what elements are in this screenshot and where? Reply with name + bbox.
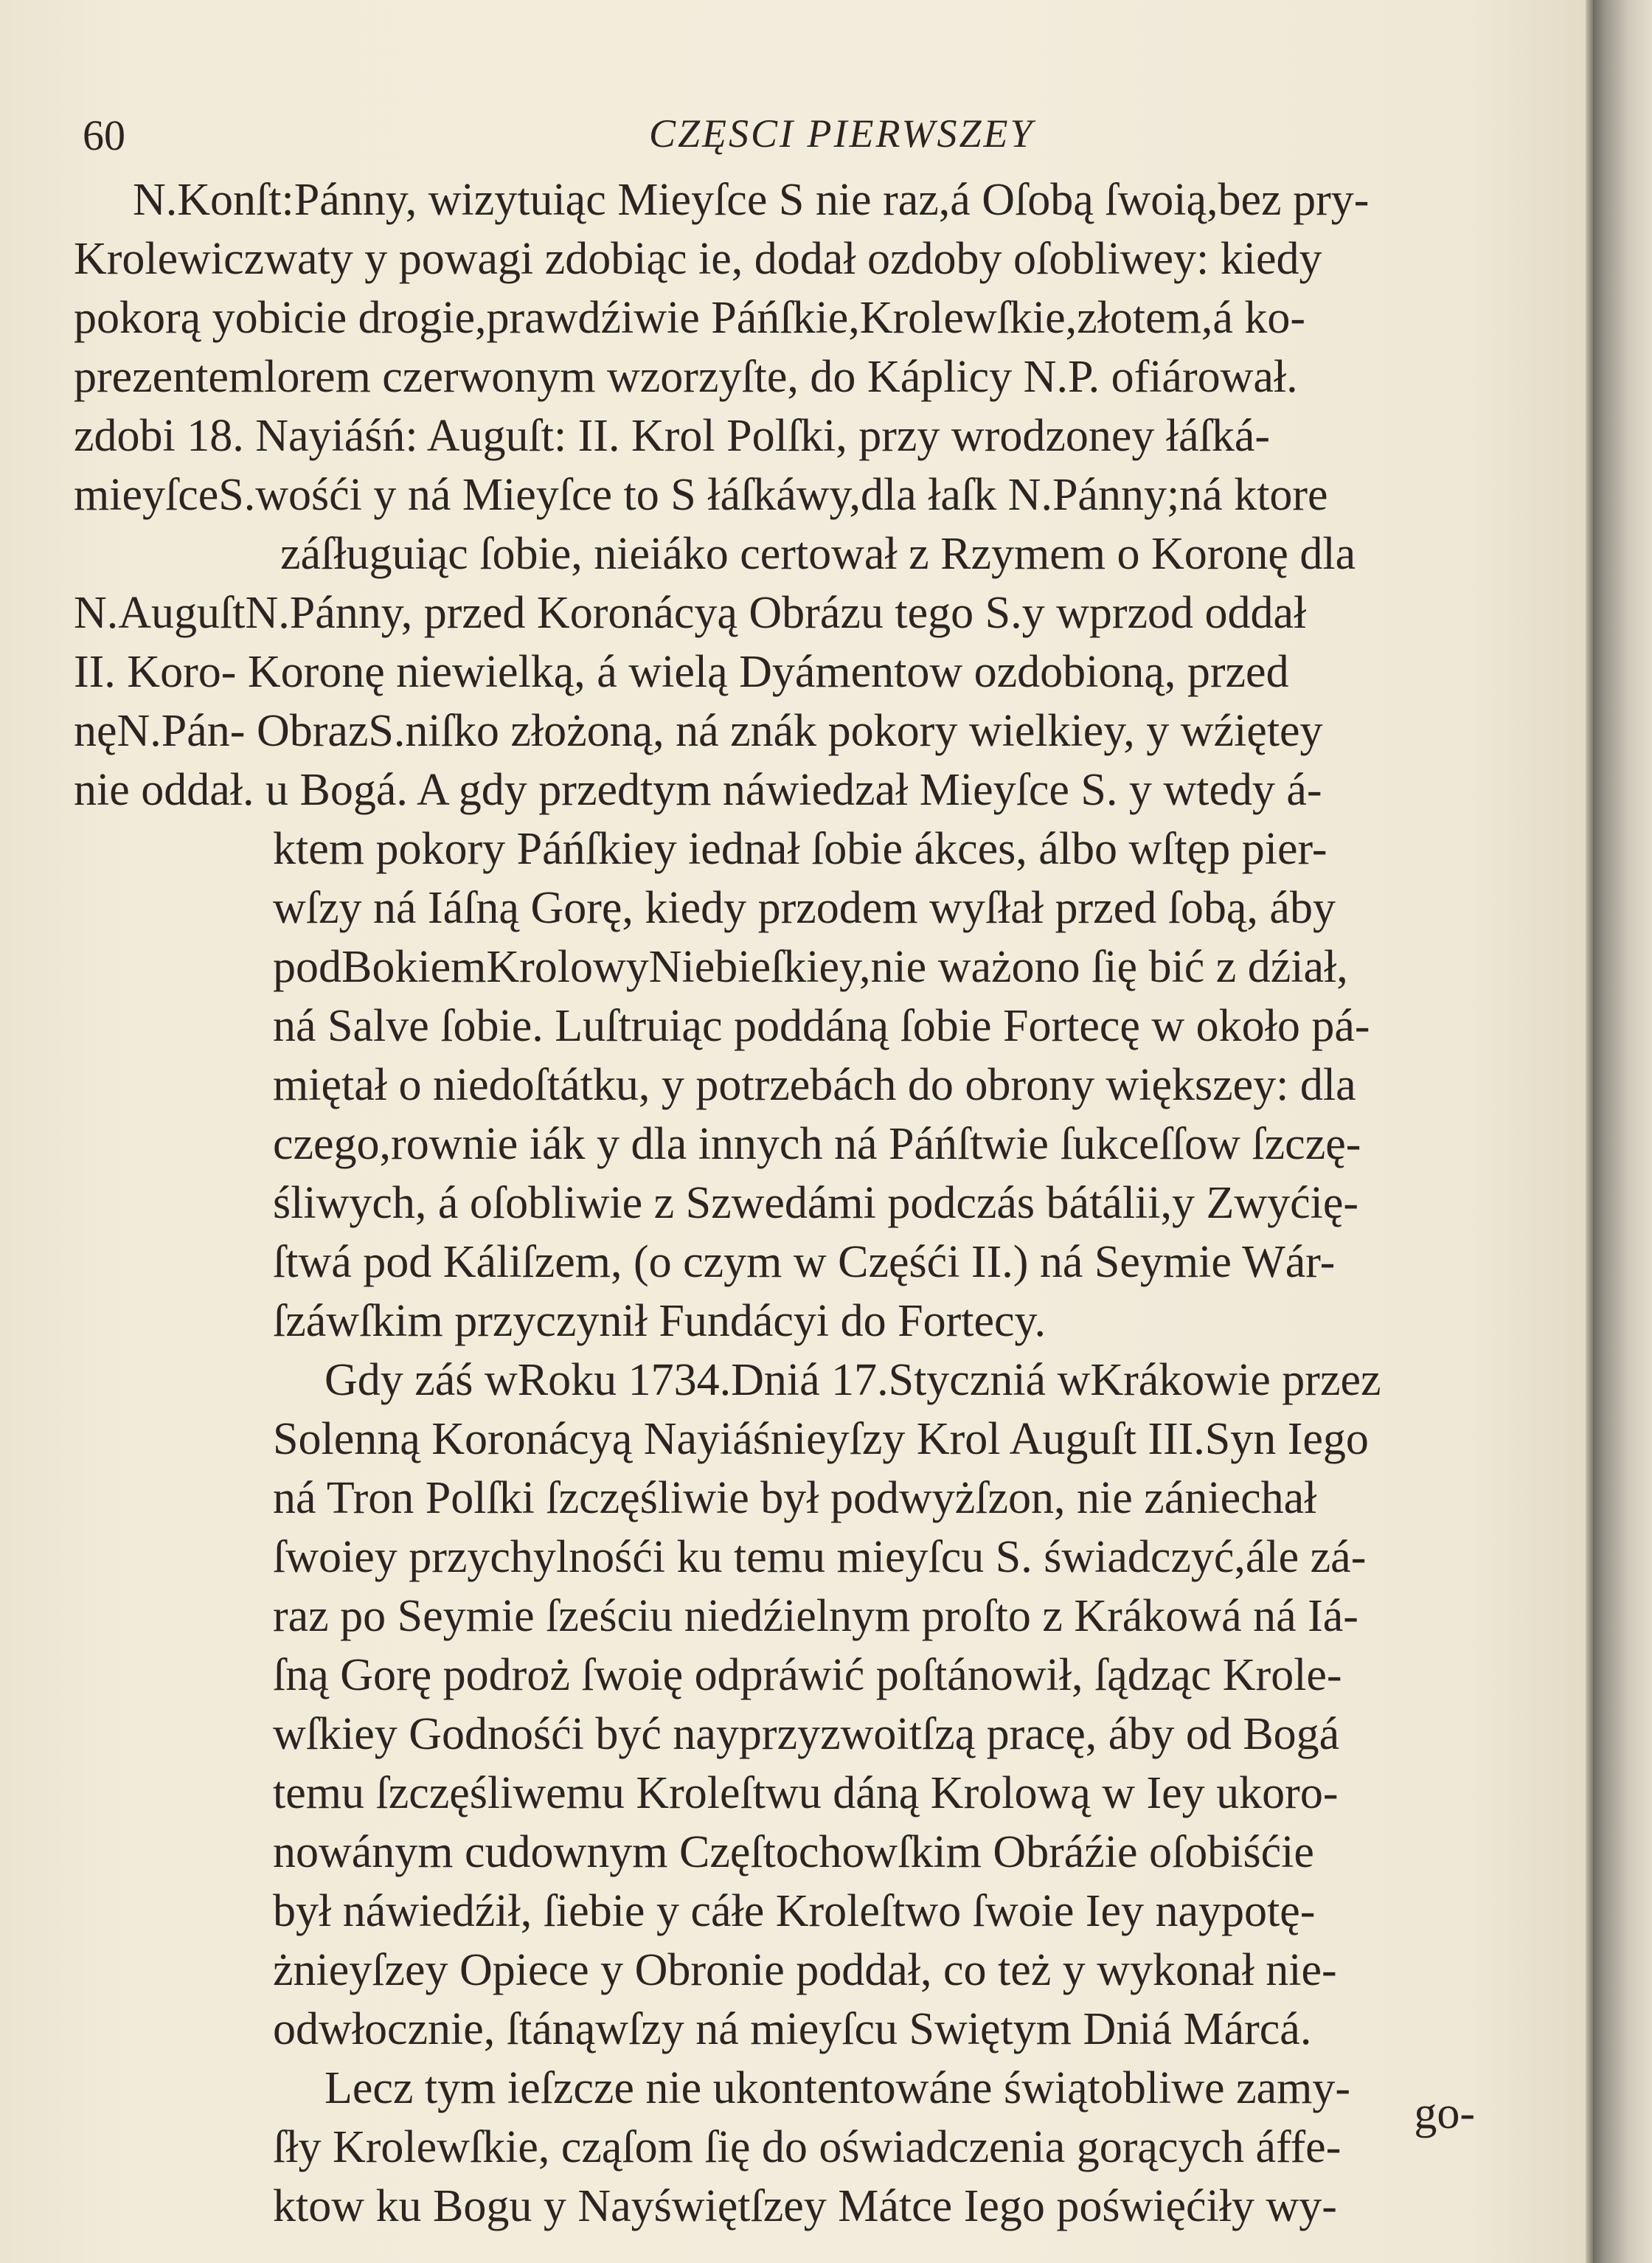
text-line: wſzy ná Iáſną Gorę, kiedy przodem wyſłał przed ſobą, áby [273, 883, 1336, 933]
text-line: nęN.Pán- ObrazS.niſko złożoną, ná znák pokory wielkiey, y wźiętey [74, 706, 1323, 756]
text-line: nie oddał. u Bogá. A gdy przedtym náwiedzał Mieyſce S. y wtedy á- [74, 765, 1322, 815]
text-line: odwłocznie, ſtánąwſzy ná mieyſcu Swiętym Dniá Márcá. [273, 2004, 1312, 2054]
text-line: ná Salve ſobie. Luſtruiąc poddáną ſobie Fortecę w około pá- [273, 1001, 1370, 1051]
text-line: ktow ku Bogu y Nayświętſzey Mátce Iego poświęćiły wy- [273, 2181, 1337, 2231]
text-line: zdobi 18. Nayiáśń: Auguſt: II. Krol Polſki, przy wrodzoney łáſká- [74, 411, 1271, 461]
text-line: pokorą yobicie drogie,prawdźiwie Páńſkie,Krolewſkie,złotem,á ko- [74, 293, 1306, 343]
gutter-shadow [1586, 0, 1593, 2263]
text-line: ſwoiey przychylnośći ku temu mieyſcu S. świadczyć,ále zá- [273, 1532, 1367, 1582]
running-head: CZĘSCI PIERWSZEY [649, 111, 1035, 156]
text-line: wſkiey Godnośći być nayprzyzwoitſzą pracę, áby od Bogá [273, 1709, 1340, 1759]
text-line: Lecz tym ieſzcze nie ukontentowáne świątobliwe zamy- [324, 2063, 1350, 2113]
text-line: żnieyſzey Opiece y Obronie poddał, co też y wykonał nie- [273, 1945, 1337, 1995]
text-line: ſzáwſkim przyczynił Fundácyi do Fortecy. [273, 1296, 1046, 1346]
text-line: ktem pokory Páńſkiey iednał ſobie ákces, álbo wſtęp pier- [273, 824, 1328, 874]
page-edge [1593, 0, 1652, 2263]
text-line: raz po Seymie ſześciu niedźielnym proſto z Krákowá ná Iá- [273, 1591, 1358, 1641]
text-line: podBokiemKrolowyNiebieſkiey,nie ważono ſię bić z dźiał, [273, 942, 1348, 992]
text-line: záſługuiąc ſobie, nieiáko certował z Rzymem o Koronę dla [280, 529, 1356, 579]
text-line: mieyſceS.wośći y ná Mieyſce to S łáſkáwy,dla łaſk N.Pánny;ná ktore [74, 470, 1328, 520]
text-line: prezentemlorem czerwonym wzorzyſte, do Káplicy N.P. ofiárował. [74, 352, 1298, 402]
text-line: był náwiedźił, ſiebie y cáłe Kroleſtwo ſwoie Iey naypotę- [273, 1886, 1316, 1936]
text-line: II. Koro- Koronę niewielką, á wielą Dyámentow ozdobioną, przed [74, 647, 1289, 697]
text-line: N.Konſt:Pánny, wizytuiąc Mieyſce S nie raz,á Oſobą ſwoią,bez pry- [133, 175, 1370, 225]
text-line: N.AuguſtN.Pánny, przed Koronácyą Obrázu tego S.y wprzod oddał [74, 588, 1307, 638]
text-line: ná Tron Polſki ſzczęśliwie był podwyżſzon, nie zániechał [273, 1473, 1317, 1523]
text-line: nowánym cudownym Częſtochowſkim Obráźie oſobiśćie [273, 1827, 1314, 1877]
text-line: czego,rownie iák y dla innych ná Páńſtwie ſukceſſow ſzczę- [273, 1119, 1361, 1169]
text-line: Solenną Koronácyą Nayiáśnieyſzy Krol Auguſt III.Syn Iego [273, 1414, 1369, 1464]
text-line: ſną Gorę podroż ſwoię odpráwić poſtánowił, ſądząc Krole- [273, 1650, 1342, 1700]
catchword: go- [1414, 2088, 1475, 2138]
text-line: Krolewiczwaty y powagi zdobiąc ie, dodał ozdoby oſobliwey: kiedy [74, 234, 1322, 284]
text-line: ſły Krolewſkie, cząſom ſię do oświadczenia gorących áffe- [273, 2122, 1342, 2172]
text-line: Gdy záś wRoku 1734.Dniá 17.Styczniá wKrákowie przez [324, 1355, 1381, 1405]
text-line: temu ſzczęśliwemu Kroleſtwu dáną Krolową w Iey ukoro- [273, 1768, 1339, 1818]
text-line: śliwych, á oſobliwie z Szwedámi podczás bátálii,y Zwyćię- [273, 1178, 1359, 1228]
text-line: miętał o niedoſtátku, y potrzebách do obrony większey: dla [273, 1060, 1356, 1110]
text-line: ſtwá pod Káliſzem, (o czym w Częśći II.) ná Seymie Wár- [273, 1237, 1336, 1287]
page-number: 60 [83, 111, 125, 159]
